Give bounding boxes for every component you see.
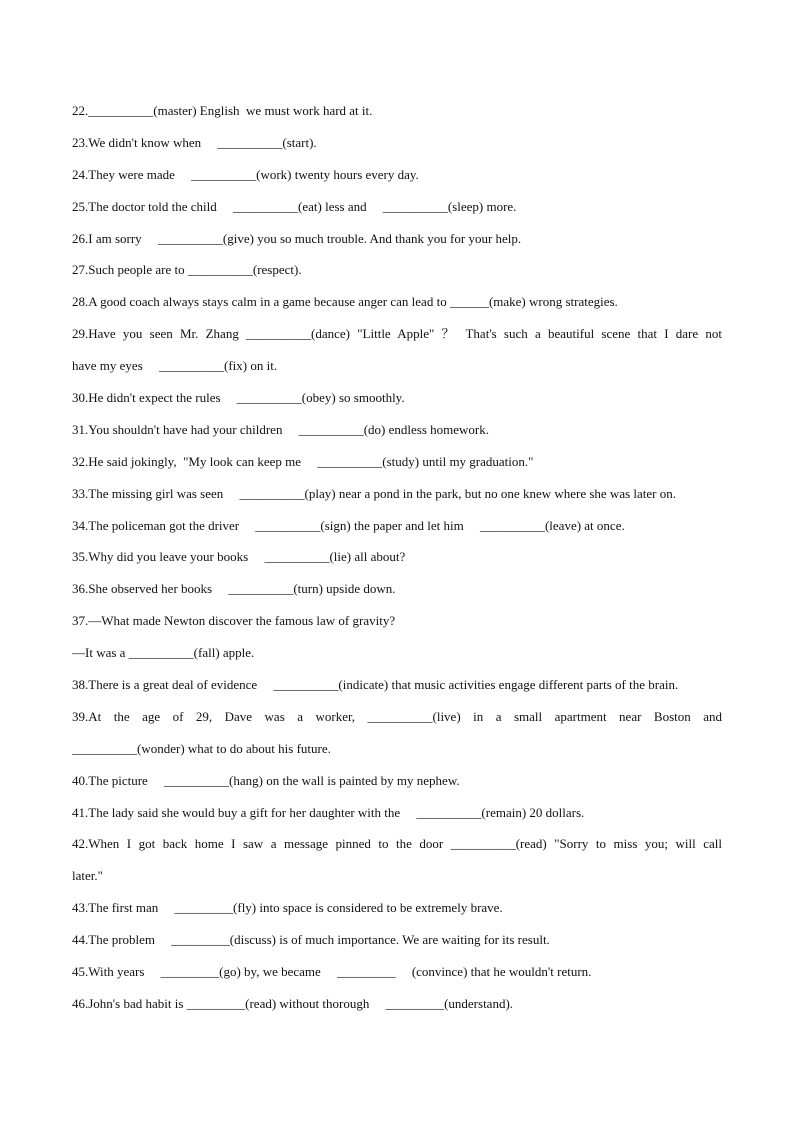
question-22: 22.__________(master) English we must work hard at it. <box>72 103 373 118</box>
question-37-answer: —It was a __________(fall) apple. <box>72 645 255 661</box>
question-43: 43.The first man _________(fly) into space is considered to be extremely brave. <box>72 900 503 916</box>
question-35: 35.Why did you leave your books __________(lie) all about? <box>72 549 406 565</box>
question-41: 41.The lady said she would buy a gift for her daughter with the __________(remain) 20 dollars. <box>72 804 585 820</box>
question-30: 30.He didn't expect the rules __________(obey) so smoothly. <box>72 390 405 406</box>
question-39-line-2: __________(wonder) what to do about his future. <box>72 740 331 756</box>
question-26: 26.I am sorry __________(give) you so much trouble. And thank you for your help. <box>72 230 522 246</box>
question-46: 46.John's bad habit is _________(read) without thorough _________(understand). <box>72 995 514 1011</box>
question-37-prompt: 37.—What made Newton discover the famous law of gravity? <box>72 613 396 629</box>
question-42-line-1: 42.When I got back home I saw a message pinned to the door __________(read) "Sorry to miss you; will call <box>72 836 722 852</box>
question-44: 44.The problem _________(discuss) is of much importance. We are waiting for its result. <box>72 932 550 948</box>
question-42-line-2: later." <box>72 868 103 884</box>
question-29-line-1: 29.Have you seen Mr. Zhang __________(dance) "Little Apple" ？ That's such a beautiful scene that I dare not <box>72 326 722 342</box>
question-23: 23.We didn't know when __________(start). <box>72 134 317 150</box>
question-28: 28.A good coach always stays calm in a game because anger can lead to ______(make) wrong strategies. <box>72 294 618 310</box>
question-33: 33.The missing girl was seen __________(play) near a pond in the park, but no one knew where she was later on. <box>72 485 676 501</box>
question-27: 27.Such people are to __________(respect). <box>72 262 302 278</box>
question-31: 31.You shouldn't have had your children __________(do) endless homework. <box>72 421 489 437</box>
question-36: 36.She observed her books __________(turn) upside down. <box>72 581 396 597</box>
question-29-line-2: have my eyes __________(fix) on it. <box>72 358 278 374</box>
question-24: 24.They were made __________(work) twenty hours every day. <box>72 166 419 182</box>
question-25: 25.The doctor told the child __________(eat) less and __________(sleep) more. <box>72 198 517 214</box>
question-38: 38.There is a great deal of evidence __________(indicate) that music activities engage different parts of the brain. <box>72 677 679 693</box>
question-32: 32.He said jokingly, "My look can keep me __________(study) until my graduation." <box>72 453 534 469</box>
question-40: 40.The picture __________(hang) on the wall is painted by my nephew. <box>72 772 460 788</box>
question-39-line-1: 39.At the age of 29, Dave was a worker, __________(live) in a small apartment near Boston and <box>72 708 722 724</box>
question-45: 45.With years _________(go) by, we became _________ (convince) that he wouldn't return. <box>72 964 592 980</box>
question-34: 34.The policeman got the driver __________(sign) the paper and let him __________(leave) at once. <box>72 517 625 533</box>
exercise-sheet <box>72 100 722 1025</box>
